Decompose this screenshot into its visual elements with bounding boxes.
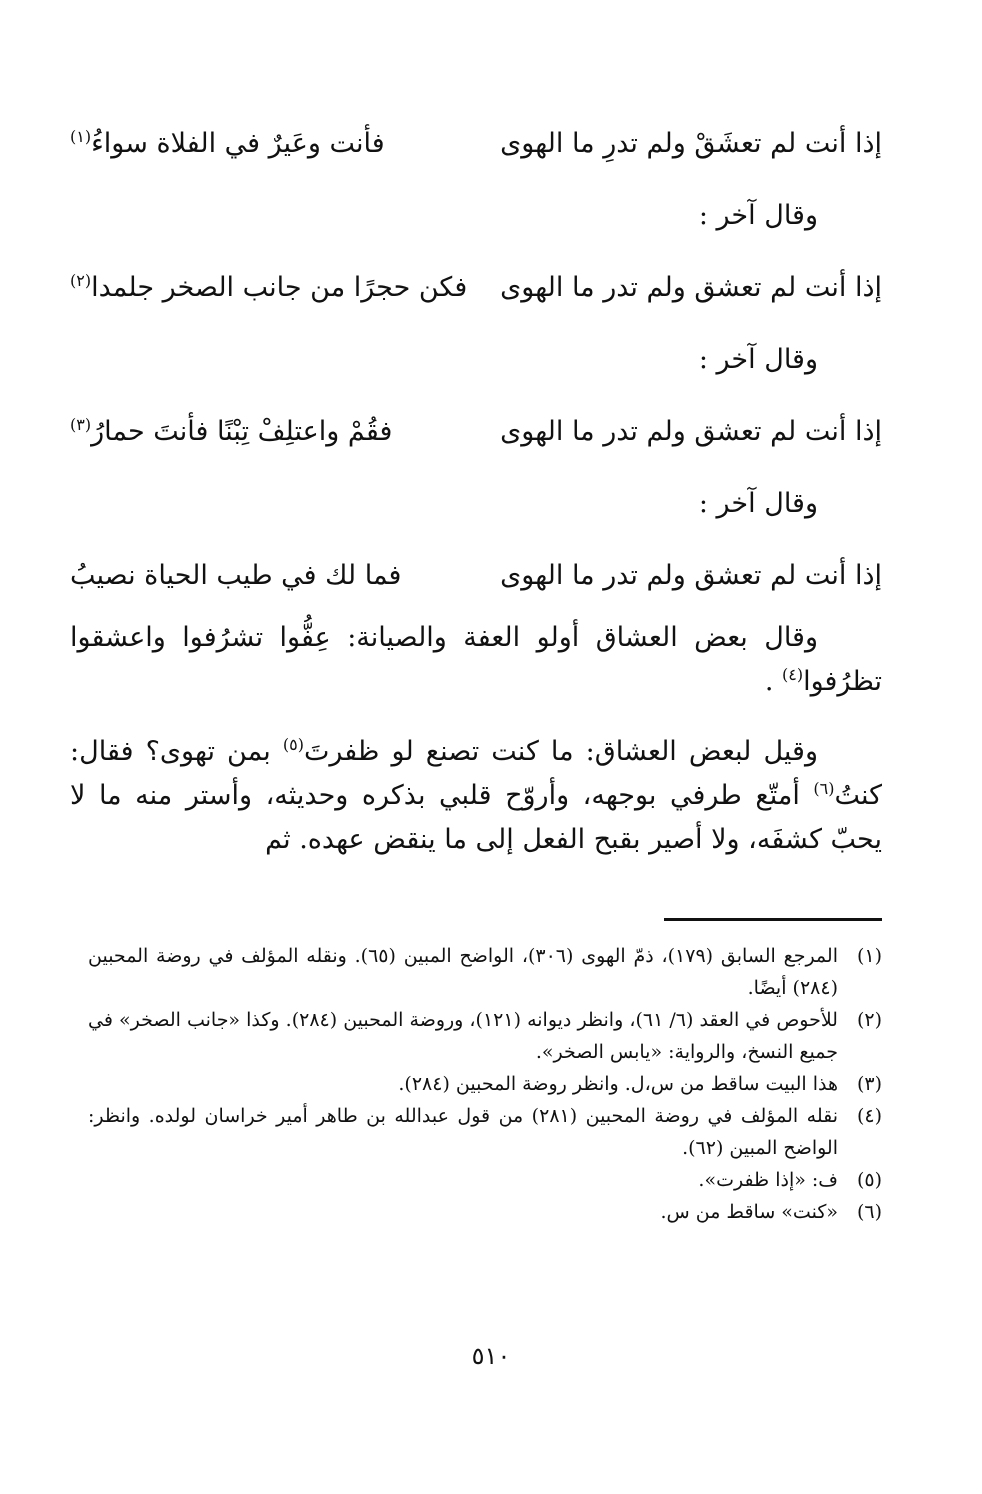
intro-line-1: وقال آخر :	[698, 200, 818, 231]
intro-line-2: وقال آخر :	[698, 344, 818, 375]
paragraph-2-part-3: أمتّع طرفي بوجهه، وأروّح قلبي بذكره وحديثه، وأستر منه ما لا يحبّ كشفَه، ولا أصير بقبح الفعل إلى ما ينقض عهده. ثم	[70, 780, 882, 855]
verse-2-first-hemistich: إذا أنت لم تعشق ولم تدر ما الهوى	[500, 272, 882, 303]
footnote-5	[88, 1164, 882, 1196]
page-number: ٥١٠	[471, 1342, 511, 1370]
footnote-ref-5[interactable]: (٥)	[282, 735, 304, 754]
paragraph-1-text: وقال بعض العشاق أولو العفة والصيانة: عِفُّوا تشرُفوا واعشقوا تظرُفوا	[70, 622, 882, 697]
footnote-ref-4[interactable]: (٤)	[781, 665, 804, 684]
footnote-3	[88, 1068, 882, 1100]
verse-1-second-hemistich-text: فأنت وعَيرٌ في الفلاة سواءُ	[91, 128, 385, 159]
paragraph-2	[70, 730, 882, 862]
footnote-text: ف: «إذا ظفرت».	[698, 1169, 838, 1191]
verse-4-first-hemistich: إذا أنت لم تعشق ولم تدر ما الهوى	[500, 560, 882, 591]
footnote-separator	[664, 918, 882, 921]
footnote-ref-3[interactable]: (٣)	[70, 415, 92, 434]
verse-3-second-hemistich	[70, 414, 392, 450]
paragraph-2-part-2: بمن تهوى؟ فقال: كنتُ	[70, 736, 882, 811]
footnote-text: المرجع السابق (١٧٩)، ذمّ الهوى (٣٠٦)، الواضح المبين (٦٥). ونقله المؤلف في روضة المحبين (٢٨٤) أيضًا.	[88, 945, 838, 999]
footnote-number: (٣)	[856, 1073, 882, 1095]
verse-2-second-hemistich-text: فكن حجرًا من جانب الصخر جلمدا	[91, 272, 468, 303]
verse-2-second-hemistich	[70, 270, 467, 306]
page-body	[70, 110, 882, 862]
footnote-ref-2[interactable]: (٢)	[70, 271, 92, 290]
verse-3-first-hemistich: إذا أنت لم تعشق ولم تدر ما الهوى	[500, 416, 882, 447]
footnote-ref-1[interactable]: (١)	[70, 127, 92, 146]
verse-1	[70, 126, 882, 162]
footnote-text: للأحوص في العقد (٦/ ٦١)، وانظر ديوانه (١٢١)، وروضة المحبين (٢٨٤). وكذا «جانب الصخر» في جميع النسخ، والرواية: «يابس الصخر».	[88, 1009, 838, 1063]
footnote-6	[88, 1196, 882, 1228]
footnote-2	[88, 1004, 882, 1068]
footnote-number: (٦)	[856, 1201, 882, 1223]
paragraph-2-part-1: وقيل لبعض العشاق: ما كنت تصنع لو ظفرتَ	[303, 736, 818, 767]
verse-3	[70, 414, 882, 450]
footnote-number: (٤)	[856, 1105, 882, 1127]
verse-1-second-hemistich	[70, 126, 385, 162]
footnote-number: (٢)	[856, 1009, 882, 1031]
footnote-text: هذا البيت ساقط من س،ل. وانظر روضة المحبين (٢٨٤).	[398, 1073, 838, 1095]
verse-4	[70, 558, 882, 594]
paragraph-1-end: .	[764, 666, 782, 697]
verse-4-second-hemistich: فما لك في طيب الحياة نصيبُ	[70, 560, 402, 591]
intro-line-3: وقال آخر :	[698, 488, 818, 519]
verse-2	[70, 270, 882, 306]
footnote-number: (٥)	[856, 1169, 882, 1191]
footnote-1	[88, 940, 882, 1004]
footnote-text: نقله المؤلف في روضة المحبين (٢٨١) من قول عبدالله بن طاهر أمير خراسان لولده. وانظر: الواضح المبين (٦٢).	[88, 1105, 839, 1159]
paragraph-1	[70, 616, 882, 704]
verse-3-second-hemistich-text: فقُمْ واعتلِفْ تِبْنًا فأنتَ حمارُ	[91, 416, 393, 447]
footnote-ref-6[interactable]: (٦)	[813, 779, 835, 798]
footnote-text: «كنت» ساقط من س.	[660, 1201, 838, 1223]
footnote-number: (١)	[856, 945, 882, 967]
verse-1-first-hemistich: إذا أنت لم تعشَقْ ولم تدرِ ما الهوى	[500, 128, 882, 159]
footnote-4	[88, 1100, 882, 1164]
footnotes	[88, 940, 882, 1228]
